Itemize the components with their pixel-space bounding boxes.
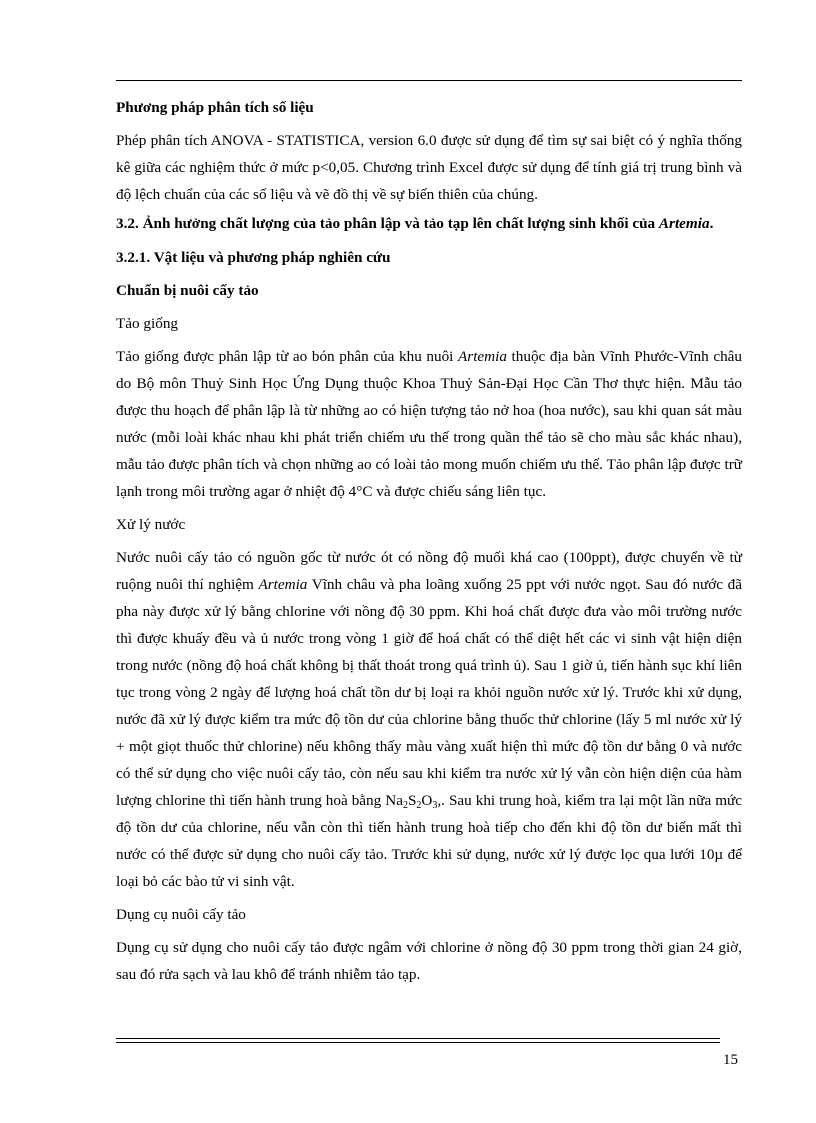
heading-data-analysis: Phương pháp phân tích số liệu: [116, 99, 314, 116]
formula-o: O: [421, 792, 433, 809]
formula-sub-2: 2: [416, 800, 422, 811]
water-text-1: Nước nuôi cấy tảo có nguồn gốc từ nước ót có nồng độ muối khá cao (100ppt), được chuyển về từ ruộng nuôi thí nghiệm: [116, 549, 742, 593]
paragraph-culture-tools: Dụng cụ sử dụng cho nuôi cấy tảo được ngâm với chlorine ở nồng độ 30 ppm trong thời gian 24 giờ, sau đó rửa sạch và lau khô để tránh nhiễm tảo tạp.: [116, 939, 742, 983]
water-text-2: Vĩnh châu và pha loãng xuống 25 ppt với nước ngọt. Sau đó nước đã pha này được xử lý bằng chlorine với nồng độ 30 ppm. Khi hoá chất được đưa vào môi trường nước thì được khuấy đều và ủ nước trong vòng 1 giờ để hoá chất có thể diệt hết các vi sinh vật hiện diện trong nước (nồng độ hoá chất không bị thất thoát trong quá trình ủ). Sau 1 giờ ủ, tiến hành sục khí liên tục trong vòng 2 ngày để lượng hoá chất tồn dư bị loại ra khỏi nguồn nước xử lý. Trước khi xử dụng, nước đã xử lý được kiểm tra mức độ tồn dư của chlorine bằng thuốc thử chlorine (lấy 5 ml nước xử lý + một giọt thuốc thử chlorine) nếu không thấy màu vàng xuất hiện thì mức độ tồn dư bằng 0 và nước có thể sử dụng cho việc nuôi cấy tảo, còn nếu sau khi kiểm tra nước xử lý vẫn còn hiện diện của hàm lượng chlorine thì tiến hành trung hoà bằng Na: [116, 576, 742, 809]
subheading-seed-algae: Tảo giống: [116, 315, 179, 332]
formula-sub-1: 2: [402, 800, 408, 811]
formula-sub-3: 3: [432, 800, 438, 811]
heading-section-end: .: [709, 215, 714, 232]
water-species: Artemia: [258, 576, 308, 593]
header-rule: [116, 80, 742, 81]
heading-materials-methods: 3.2.1. Vật liệu và phương pháp nghiên cứu: [116, 249, 391, 266]
subheading-culture-tools: Dụng cụ nuôi cấy tảo: [116, 906, 246, 923]
paragraph-water-treatment: [116, 544, 742, 895]
subheading-water-treatment: Xử lý nước: [116, 516, 186, 533]
seed-species: Artemia: [458, 348, 507, 365]
footer-rule-bottom: [116, 1042, 720, 1043]
seed-text-1: Tảo giống được phân lập từ ao bón phân của khu nuôi: [116, 348, 458, 365]
paragraph-seed-algae: [116, 343, 742, 505]
heading-algae-culture-prep: Chuẩn bị nuôi cấy tảo: [116, 282, 259, 299]
heading-section-3-2: [116, 214, 742, 234]
footer-rule-top: [116, 1038, 720, 1039]
seed-text-2: thuộc địa bàn Vĩnh Phước-Vĩnh châu do Bộ môn Thuỷ Sinh Học Ứng Dụng thuộc Khoa Thuỷ Sản-Đại Học Cần Thơ thực hiện. Mẫu tảo được thu hoạch để phân lập là từ những ao có hiện tượng tảo nở hoa (hoa nước), sau khi quan sát màu nước (mỗi loài khác nhau khi phát triển chiếm ưu thế trong quần thể tảo sẽ cho màu sắc khác nhau), mẫu tảo được phân tích và chọn những ao có loài tảo mong muốn chiếm ưu thế. Tảo phân lập được trữ lạnh trong môi trường agar ở nhiệt độ 4°C và được chiếu sáng liên tục.: [116, 348, 742, 500]
page-content: [116, 94, 742, 994]
page-number: 15: [723, 1052, 738, 1068]
heading-section-species: Artemia: [658, 215, 710, 232]
formula-s: S: [407, 792, 417, 809]
water-text-3: ,. Sau khi trung hoà, kiểm tra lại một lần nữa mức độ tồn dư của chlorine, nếu vẫn còn thì tiến hành trung hoà tiếp cho đến khi độ tồn dư biến mất thì nước có thể được sử dụng cho nuôi cấy tảo. Trước khi sử dụng, nước xử lý được lọc qua lưới 10µ để loại bỏ các bào tử vi sinh vật.: [116, 792, 742, 890]
paragraph-data-analysis: Phép phân tích ANOVA - STATISTICA, version 6.0 được sử dụng để tìm sự sai biệt có ý nghĩa thống kê giữa các nghiệm thức ở mức p<0,05. Chương trình Excel được sử dụng để tính giá trị trung bình và độ lệch chuẩn của các số liệu và vẽ đồ thị về sự biến thiên của chúng.: [116, 132, 742, 203]
heading-section-text: 3.2. Ảnh hưởng chất lượng của tảo phân lập và tảo tạp lên chất lượng sinh khối của: [116, 215, 659, 232]
